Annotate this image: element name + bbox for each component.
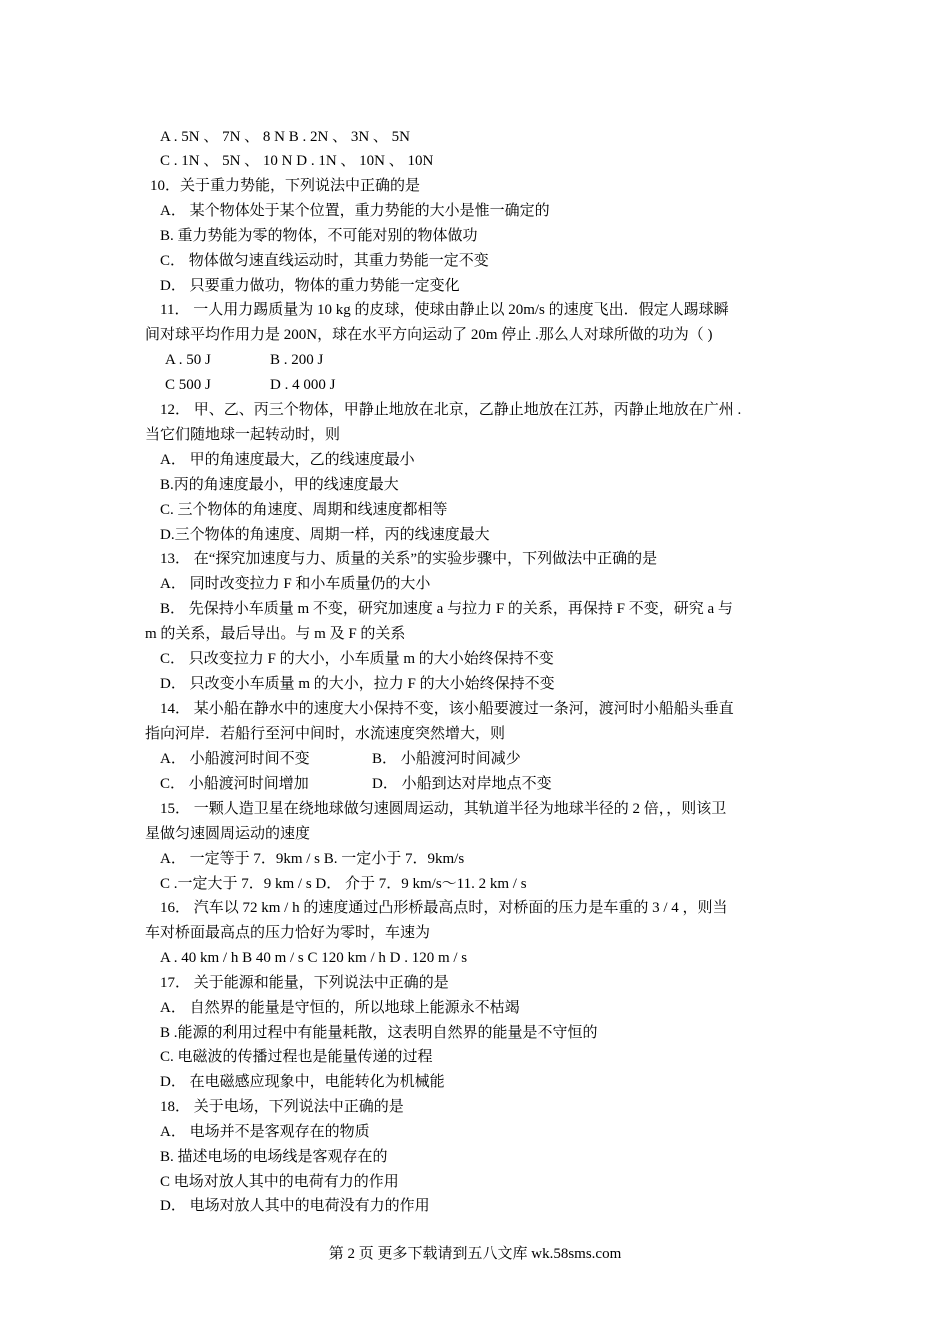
q14-option-c: C． 小船渡河时间增加 <box>160 776 309 792</box>
q12-stem-line1: 12． 甲、乙、丙三个物体，甲静止地放在北京，乙静止地放在江苏，丙静止地放在广州 . <box>160 402 742 418</box>
q10-stem: 10．关于重力势能，下列说法中正确的是 <box>150 178 421 194</box>
q12-option-a: A． 甲的角速度最大，乙的线速度最小 <box>160 452 415 468</box>
q11-option-a: A . 50 J <box>165 352 211 368</box>
q14-option-a: A． 小船渡河时间不变 <box>160 751 310 767</box>
q13-stem: 13． 在“探究加速度与力、质量的关系”的实验步骤中，下列做法中正确的是 <box>160 551 658 567</box>
q16-stem-line1: 16． 汽车以 72 km / h 的速度通过凸形桥最高点时，对桥面的压力是车重的 3 / 4 ，则当 <box>160 900 728 916</box>
q12-option-d: D.三个物体的角速度、周期一样，丙的线速度最大 <box>160 527 490 543</box>
q15-stem-line1: 15． 一颗人造卫星在绕地球做匀速圆周运动，其轨道半径为地球半径的 2 倍，，则该卫 <box>160 801 727 817</box>
q17-option-a: A． 自然界的能量是守恒的，所以地球上能源永不枯竭 <box>160 1000 520 1016</box>
q14-option-b: B． 小船渡河时间减少 <box>372 751 521 767</box>
q10-option-b: B. 重力势能为零的物体，不可能对别的物体做功 <box>160 228 478 244</box>
q13-option-c: C． 只改变拉力 F 的大小，小车质量 m 的大小始终保持不变 <box>160 651 554 667</box>
q11-stem-line2: 间对球平均作用力是 200N，球在水平方向运动了 20m 停止 .那么人对球所做的功为（ ) <box>145 327 713 343</box>
q18-option-c: C 电场对放人其中的电荷有力的作用 <box>160 1174 399 1190</box>
q18-option-b: B. 描述电场的电场线是客观存在的 <box>160 1149 388 1165</box>
q11-stem-line1: 11． 一人用力踢质量为 10 kg 的皮球，使球由静止以 20m/s 的速度飞出．假定人踢球瞬 <box>160 302 729 318</box>
q17-option-b: B .能源的利用过程中有能量耗散，这表明自然界的能量是不守恒的 <box>160 1025 598 1041</box>
q13-option-b-line1: B． 先保持小车质量 m 不变，研究加速度 a 与拉力 F 的关系，再保持 F 不变，研究 a 与 <box>160 601 733 617</box>
q13-option-b-line2: m 的关系，最后导出。与 m 及 F 的关系 <box>145 626 406 642</box>
q18-option-d: D． 电场对放人其中的电荷没有力的作用 <box>160 1198 430 1214</box>
q18-option-a: A． 电场并不是客观存在的物质 <box>160 1124 370 1140</box>
q9-options-ab: A . 5N 、 7N 、 8 N B . 2N 、 3N 、 5N <box>160 129 411 145</box>
q12-stem-line2: 当它们随地球一起转动时，则 <box>145 427 341 443</box>
q17-option-d: D． 在电磁感应现象中，电能转化为机械能 <box>160 1074 445 1090</box>
q13-option-a: A． 同时改变拉力 F 和小车质量仍的大小 <box>160 576 431 592</box>
q15-options-cd: C .一定大于 7．9 km / s D． 介于 7．9 km/s～11. 2 km / s <box>160 876 527 892</box>
q18-stem: 18． 关于电场，下列说法中正确的是 <box>160 1099 404 1115</box>
q17-stem: 17． 关于能源和能量，下列说法中正确的是 <box>160 975 449 991</box>
q15-options-ab: A． 一定等于 7．9km / s B. 一定小于 7．9km/s <box>160 851 465 867</box>
q9-options-cd: C . 1N 、 5N 、 10 N D . 1N 、 10N 、 10N <box>160 153 434 169</box>
q14-stem-line1: 14． 某小船在静水中的速度大小保持不变，该小船要渡过一条河，渡河时小船船头垂直 <box>160 701 734 717</box>
q11-option-c: C 500 J <box>165 377 211 393</box>
q10-option-a: A． 某个物体处于某个位置，重力势能的大小是惟一确定的 <box>160 203 550 219</box>
q13-option-d: D． 只改变小车质量 m 的大小，拉力 F 的大小始终保持不变 <box>160 676 555 692</box>
q11-option-b: B . 200 J <box>270 352 324 368</box>
q12-option-b: B.丙的角速度最小，甲的线速度最大 <box>160 477 399 493</box>
q10-option-d: D． 只要重力做功，物体的重力势能一定变化 <box>160 278 460 294</box>
q10-option-c: C． 物体做匀速直线运动时，其重力势能一定不变 <box>160 253 489 269</box>
q16-options: A . 40 km / h B 40 m / s C 120 km / h D . 120 m / s <box>160 950 468 966</box>
q15-stem-line2: 星做匀速圆周运动的速度 <box>145 826 311 842</box>
q11-option-d: D . 4 000 J <box>270 377 336 393</box>
q16-stem-line2: 车对桥面最高点的压力恰好为零时，车速为 <box>145 925 431 941</box>
q12-option-c: C. 三个物体的角速度、周期和线速度都相等 <box>160 502 448 518</box>
q17-option-c: C. 电磁波的传播过程也是能量传递的过程 <box>160 1049 433 1065</box>
q14-stem-line2: 指向河岸．若船行至河中间时，水流速度突然增大，则 <box>145 726 506 742</box>
page-footer: 第 2 页 更多下载请到五八文库 wk.58sms.com <box>328 1246 622 1262</box>
q14-option-d: D． 小船到达对岸地点不变 <box>372 776 552 792</box>
